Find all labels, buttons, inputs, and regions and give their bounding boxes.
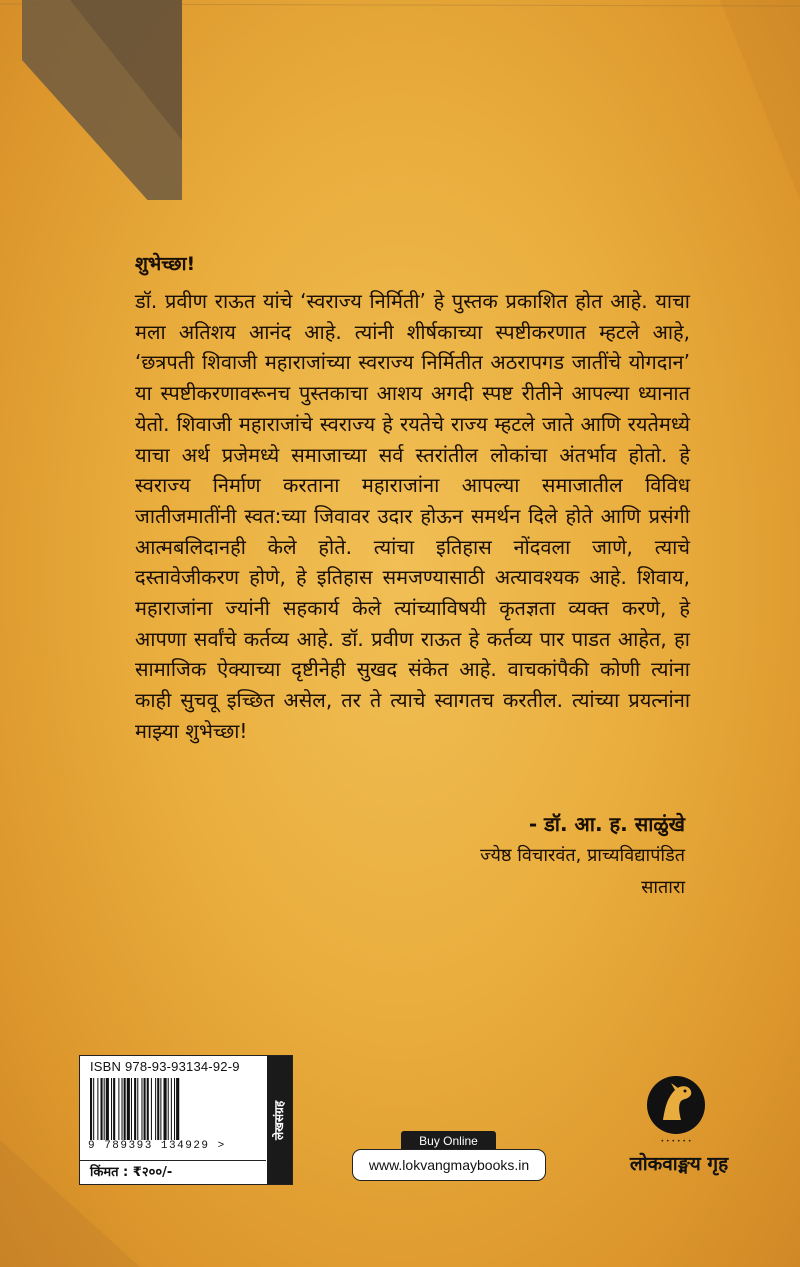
signature-name: - डॉ. आ. ह. साळुंखे	[528, 812, 685, 836]
isbn-barcode-box	[79, 1055, 293, 1185]
publisher-name: लोकवाङ्मय गृह	[629, 1153, 729, 1175]
horse-head-icon	[645, 1074, 707, 1136]
genre-label: लेखसंग्रह	[272, 1100, 286, 1140]
isbn-digits: 9 789393 134929 >	[88, 1140, 226, 1152]
barcode-icon	[88, 1078, 263, 1140]
signature-place: सातारा	[641, 877, 685, 898]
blurb-heading: शुभेच्छा!	[135, 253, 196, 275]
signature-title: ज्येष्ठ विचारवंत, प्राच्यविद्यापंडित	[480, 845, 685, 866]
buy-online-badge: Buy Online	[401, 1131, 496, 1151]
isbn-label: ISBN 978-93-93134-92-9	[90, 1059, 240, 1074]
signature-block	[471, 808, 685, 904]
blurb-paragraph: डॉ. प्रवीण राऊत यांचे ‘स्वराज्य निर्मिती’ हे पुस्तक प्रकाशित होत आहे. याचा मला अतिशय आनंद आहे. त्यांनी शीर्षकाच्या स्पष्टीकरणात म्हटले आहे, ‘छत्रपती शिवाजी महाराजांच्या स्वराज्य निर्मितीत अठरापगड जातींचे योगदान’ या स्पष्टीकरणावरूनच पुस्तकाचा आशय अगदी स्पष्ट रीतीने आपल्या ध्यानात येतो. शिवाजी महाराजांचे स्वराज्य हे रयतेचे राज्य म्हटले जाते आणि रयतेमध्ये याचा अर्थ प्रजेमध्ये समाजाच्या सर्व स्तरांतील लोकांचा अंतर्भाव होतो. हे स्वराज्य निर्माण करताना महाराजांना आपल्या समाजातील विविध जातीजमातींनी स्वत:च्या जिवावर उदार होऊन समर्थन दिले होते आणि प्रसंगी आत्मबलिदानही केले होते. त्यांचा इतिहास नोंदवला जाणे, त्याचे दस्तावेजीकरण होणे, हे इतिहास समजण्यासाठी अत्यावश्यक आहे. शिवाय, महाराजांना ज्यांनी सहकार्य केले त्यांच्याविषयी कृतज्ञता व्यक्त करणे, हे आपणा सर्वांचे कर्तव्य आहे. डॉ. प्रवीण राऊत हे कर्तव्य पार पाडत आहेत, हा सामाजिक ऐक्याच्या दृष्टीनेही सुखद संकेत आहे. वाचकांपैकी कोणी त्यांना काही सुचवू इच्छित असेल, तर ते त्याचे स्वागतच करतील. त्यांच्या प्रयत्नांना माझ्या शुभेच्छा!	[135, 289, 690, 743]
website-url[interactable]: www.lokvangmaybooks.in	[352, 1149, 546, 1181]
price-label: किंमत : ₹२००/-	[80, 1160, 266, 1183]
blurb	[135, 250, 690, 747]
logo-caption: • • • • • •	[660, 1138, 692, 1145]
genre-strip	[267, 1056, 292, 1184]
